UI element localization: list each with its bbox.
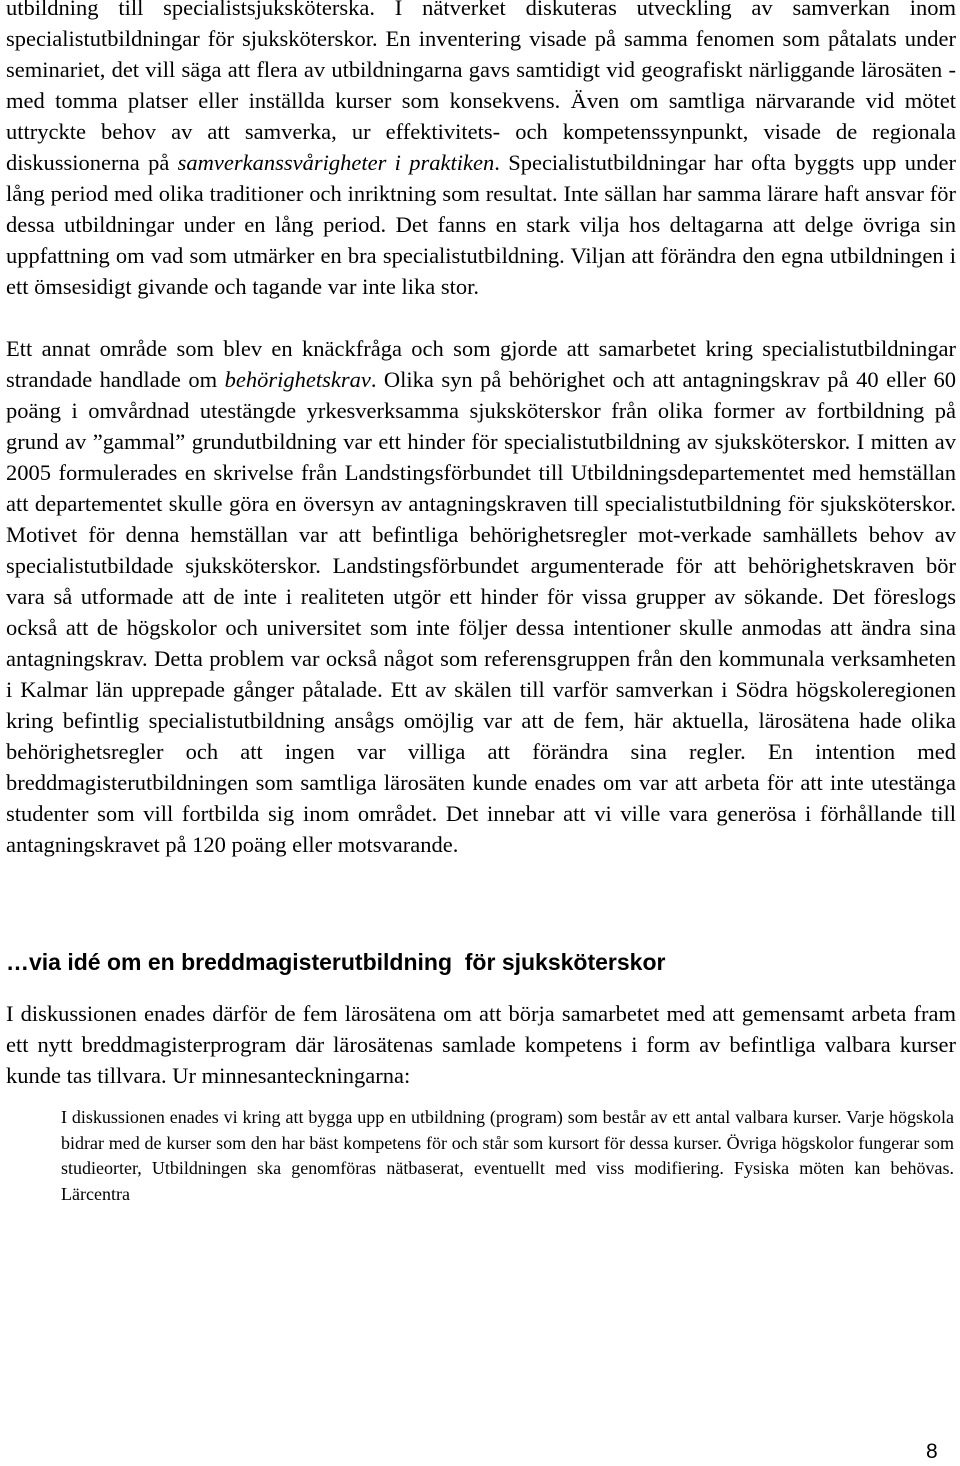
page-number: 8 bbox=[926, 1440, 938, 1463]
body-paragraph-2: Ett annat område som blev en knäckfråga och som gjorde att samarbetet kring specialistutbildningar strandade handlade om behörighetskrav. Olika syn på behörighet och att antagningskrav på 40 eller 60 poäng i omvårdnad utestängde yrkesverksamma sjuksköterskor från olika former av fortbildning på grund av ”gammal” grundutbildning var ett hinder för specialistutbildning av sjuksköterskor. I mitten av 2005 formulerades en skrivelse från Landstingsförbundet till Utbildningsdepartementet med hemställan att departementet skulle göra en översyn av antagningskraven till specialistutbildning för sjuksköterskor. Motivet för denna hemställan var att befintliga behörighetsregler mot-verkade samhällets behov av specialistutbildade sjuksköterskor. Landstingsförbundet argumenterade för att behörighetskraven bör vara så utformade att de inte i realiteten utgör ett hinder för vissa grupper av sökande. Det föreslogs också att de högskolor och universitet som inte följer dessa intentioner skulle anmodas att ändra sina antagningskrav. Detta problem var också något som referensgruppen från den kommunala verksamheten i Kalmar län upprepade gånger påtalade. Ett av skälen till varför samverkan i Södra högskoleregionen kring befintlig specialistutbildning ansågs omöjlig var att de fem, här aktuella, lärosätena hade olika behörighetsregler och att ingen var villiga att förändra sina regler. En intention med breddmagisterutbildningen som samtliga lärosäten kunde enades om var att arbeta för att inte utestänga studenter som vill fortbilda sig inom området. Det innebar att vi ville vara generösa i förhållande till antagningskravet på 120 poäng eller motsvarande. bbox=[6, 336, 957, 857]
section-heading: …via idé om en breddmagisterutbildning för sjuksköterskor bbox=[6, 949, 666, 975]
document-page bbox=[6, 0, 956, 1207]
emphasis-behorighetskrav: behörighetskrav bbox=[224, 367, 371, 392]
body-paragraph-3: I diskussionen enades därför de fem lärosätena om att börja samarbetet med att gemensamt arbeta fram ett nytt breddmagisterprogram där lärosätenas samlade kompetens i form av befintliga valbara kurser kunde tas tillvara. Ur minnesanteckningarna: bbox=[6, 1001, 956, 1088]
body-paragraph-1: utbildning till specialistsjuksköterska. I nätverket diskuteras utveckling av samverkan inom specialistutbildningar för sjuksköterskor. En inventering visade på samma fenomen som påtalats under seminariet, det vill säga att flera av utbildningarna gavs samtidigt vid geografiskt närliggande lärosäten - med tomma platser eller inställda kurser som konsekvens. Även om samtliga närvarande vid mötet uttryckte behov av att samverka, ur effektivitets- och kompetenssynpunkt, visade de regionala diskussionerna på samverkanssvårigheter i praktiken. Specialistutbildningar har ofta byggts upp under lång period med olika traditioner och inriktning som resultat. Inte sällan har samma lärare haft ansvar för dessa utbildningar under en lång period. Det fanns en stark vilja hos deltagarna att delge övriga sin uppfattning om vad som utmärker en bra specialistutbildning. Viljan att förändra den egna utbildningen i ett ömsesidigt givande och tagande var inte lika stor. bbox=[6, 0, 956, 299]
block-quote: I diskussionen enades vi kring att bygga upp en utbildning (program) som består av ett antal valbara kurser. Varje högskola bidrar med de kurser som den har bäst kompetens för och står som kursort för dessa kurser. Övriga högskolor fungerar som studieorter, Utbildningen ska genomföras nätbaserat, eventuellt med viss modifiering. Fysiska möten kan behövas. Lärcentra bbox=[61, 1107, 954, 1204]
emphasis-samverkanssvarigheter: samverkanssvårigheter i praktiken bbox=[177, 150, 495, 175]
